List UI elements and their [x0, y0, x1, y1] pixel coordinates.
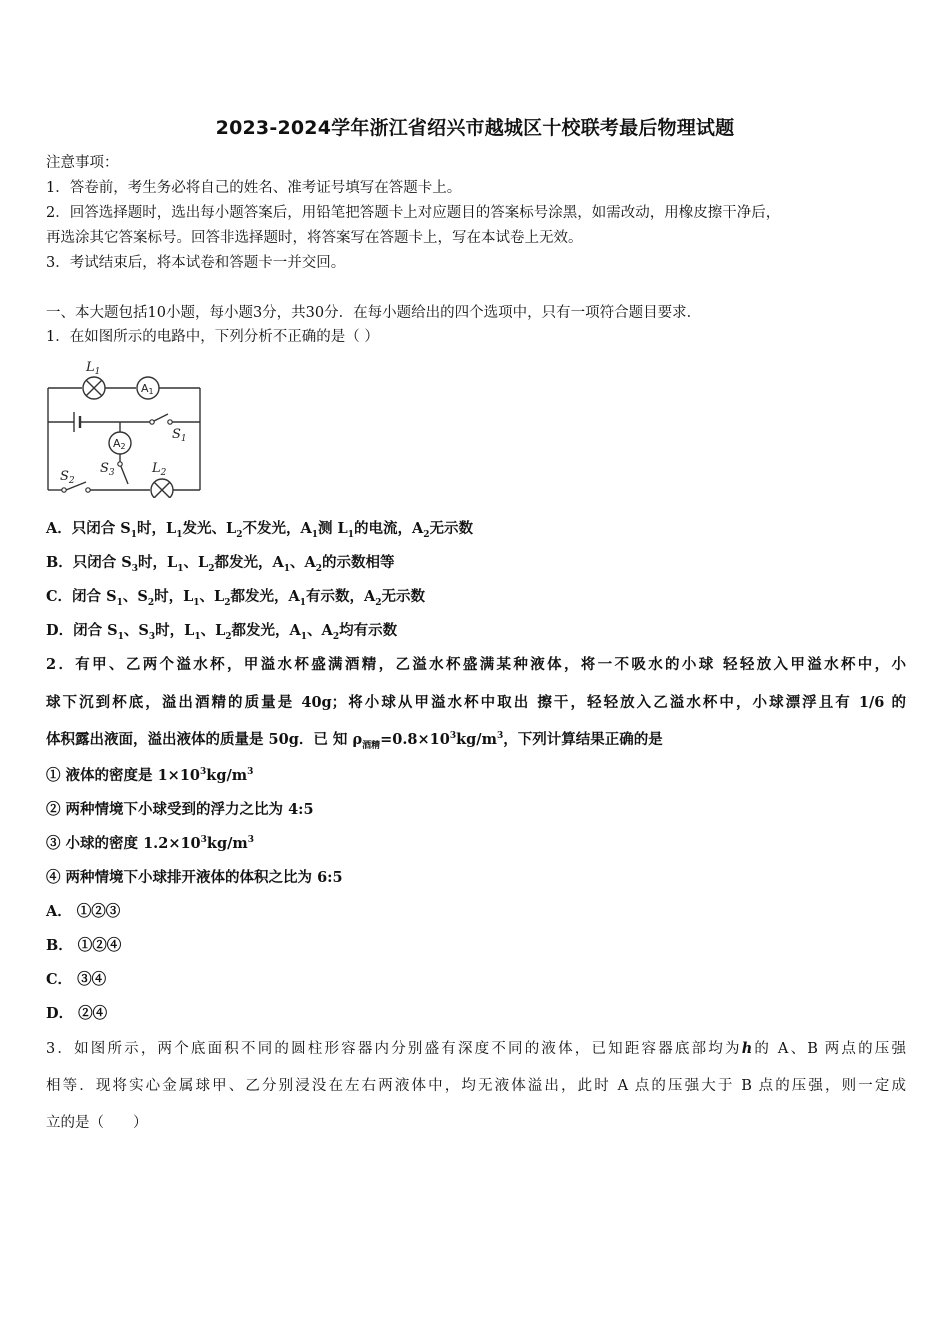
page-title: 2023-2024学年浙江省绍兴市越城区十校联考最后物理试题	[215, 117, 735, 139]
question-3-line-1: 3．如图所示，两个底面积不同的圆柱形容器内分别盛有深度不同的液体，已知距容器底部均为h的 A、B 两点的压强	[46, 1040, 906, 1057]
label-s3: $S_3$	[100, 461, 115, 478]
label-a1: A1	[141, 382, 154, 396]
switch-s3-contact-top	[118, 462, 122, 466]
question-2-option-b: B． ①②④	[46, 937, 122, 954]
label-s2: $S_2$	[60, 469, 75, 486]
switch-s2-contact-left	[62, 488, 66, 492]
question-1-option-a: A．只闭合 $S_1$时，$L_1$发光、$L_2$不发光，$A_1$测 $L_1$的电流，$A_2$无示数	[46, 520, 474, 540]
lamp-l2	[151, 479, 173, 498]
question-1-stem: 1．在如图所示的电路中，下列分析不正确的是（ ）	[46, 329, 379, 345]
switch-s3-blade	[120, 464, 128, 484]
question-1-option-d: D．闭合 $S_1$、$S_3$时，$L_1$、$L_2$都发光，$A_1$、$A_2$均有示数	[46, 622, 398, 642]
question-3-line-3: 立的是（ ）	[46, 1115, 148, 1131]
switch-s1-contact-left	[150, 420, 154, 424]
question-2-option-d: D． ②④	[46, 1005, 108, 1022]
label-a2: A2	[113, 437, 126, 451]
notice-item-1: 1．答卷前，考生务必将自己的姓名、准考证号填写在答题卡上。	[46, 180, 462, 196]
question-2-statement-4: ④ 两种情境下小球排开液体的体积之比为 6:5	[46, 869, 343, 886]
question-3-line-2: 相等．现将实心金属球甲、乙分别浸没在左右两液体中，均无液体溢出，此时 A 点的压强大于 B 点的压强，则一定成	[46, 1078, 906, 1094]
notice-item-2: 2．回答选择题时，选出每小题答案后，用铅笔把答题卡上对应题目的答案标号涂黑，如需改动，用橡皮擦干净后，	[46, 205, 781, 221]
label-l2: $L_2$	[152, 461, 167, 478]
circuit-diagram	[42, 354, 212, 498]
switch-s2-contact-right	[86, 488, 90, 492]
question-2-option-a: A． ①②③	[46, 903, 121, 920]
label-l1: $L_1$	[86, 360, 101, 377]
question-2-line-2: 球下沉到杯底，溢出酒精的质量是 40g；将小球从甲溢水杯中取出 擦干，轻轻放入乙溢水杯中，小球漂浮且有 1/6 的	[46, 694, 906, 711]
question-2-line-3: 体积露出液面，溢出液体的质量是 50g．已 知 $\rho_{酒精}=0.8\times 10^3kg/m^3$，下列计算结果正确的是	[46, 731, 663, 751]
notice-item-3: 3．考试结束后，将本试卷和答题卡一并交回。	[46, 255, 346, 271]
question-2-line-1: 2．有甲、乙两个溢水杯，甲溢水杯盛满酒精，乙溢水杯盛满某种液体，将一不吸水的小球 轻轻放入甲溢水杯中，小	[46, 656, 906, 673]
switch-s1-contact-right	[168, 420, 172, 424]
notice-item-2-cont: 再选涂其它答案标号。回答非选择题时，将答案写在答题卡上，写在本试卷上无效。	[46, 230, 583, 246]
question-1-option-b: B．只闭合 $S_3$时，$L_1$、$L_2$都发光，$A_1$、$A_2$的示数相等	[46, 554, 395, 574]
label-s1: $S_1$	[172, 427, 187, 444]
question-2-statement-3: ③ 小球的密度 $1.2\times 10^3kg/m^3$	[46, 835, 255, 852]
section-heading: 一、本大题包括10小题，每小题3分，共30分．在每小题给出的四个选项中，只有一项符合题目要求．	[46, 305, 702, 321]
question-2-option-c: C． ③④	[46, 971, 107, 988]
question-2-statement-2: ② 两种情境下小球受到的浮力之比为 4:5	[46, 801, 314, 818]
question-1-option-c: C．闭合 $S_1$、$S_2$时，$L_1$、$L_2$都发光，$A_1$有示数，$A_2$无示数	[46, 588, 426, 608]
notice-heading: 注意事项：	[46, 155, 119, 171]
question-2-statement-1: ① 液体的密度是 $1\times 10^3kg/m^3$	[46, 767, 254, 784]
